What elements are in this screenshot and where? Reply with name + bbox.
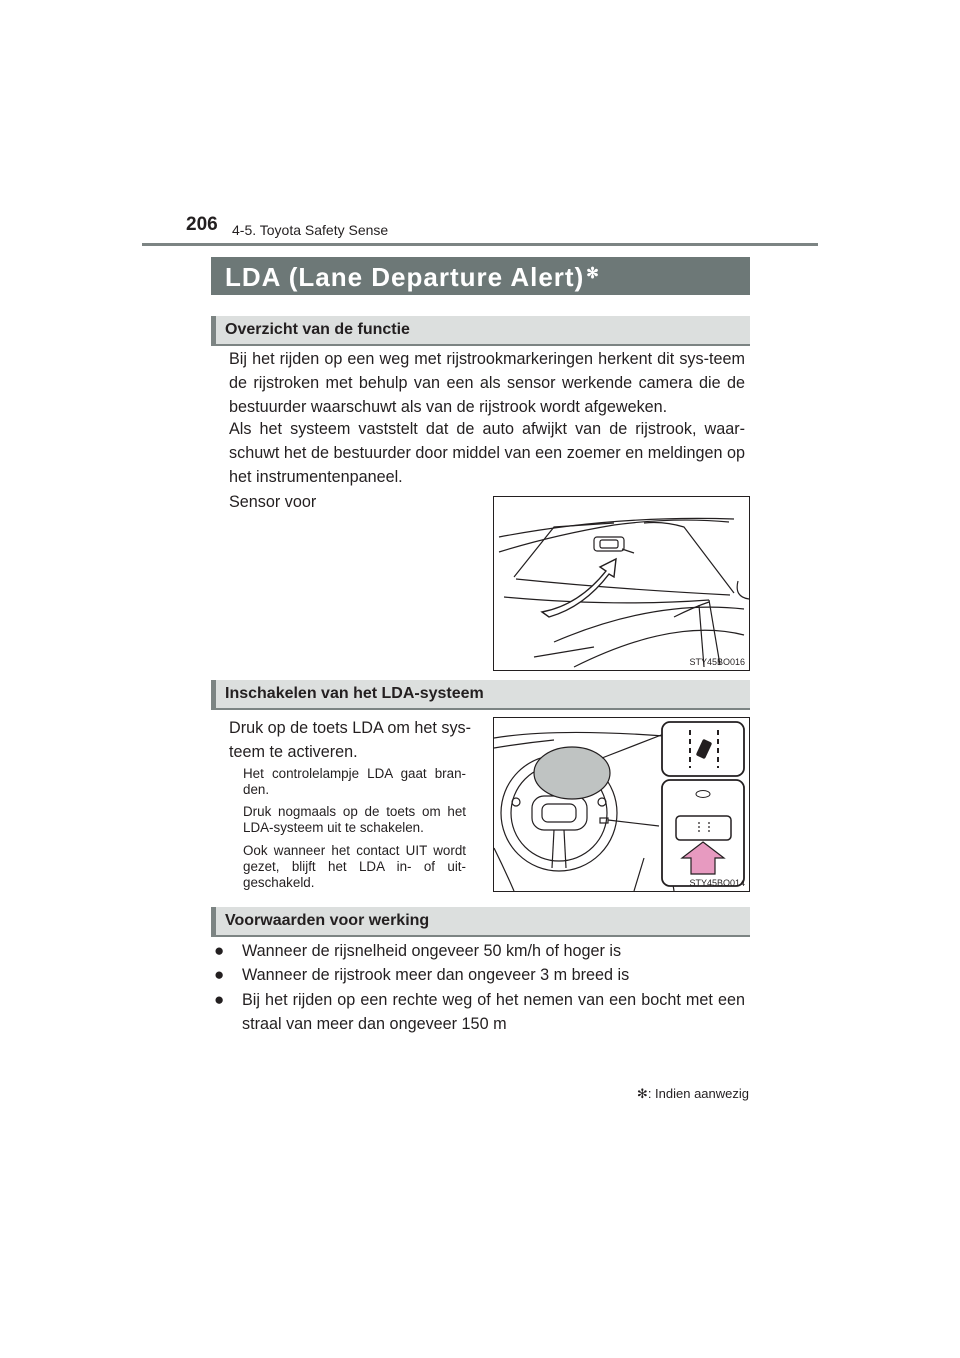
section-heading-overview xyxy=(211,316,750,346)
bullet-icon: ● xyxy=(214,941,225,960)
windshield-illustration xyxy=(494,497,749,670)
sensor-location-figure xyxy=(493,496,750,671)
header-divider xyxy=(142,243,818,246)
optional-equipment-marker: ✻ xyxy=(586,265,600,282)
bullet-icon: ● xyxy=(214,990,225,1009)
section-heading-enable xyxy=(211,680,750,710)
condition-item xyxy=(214,939,745,963)
enable-note-toggle: Druk nogmaals op de toets om het LDA-systeem uit te schakelen. xyxy=(243,804,466,835)
enable-note-persist: Ook wanneer het contact UIT wordt gezet, blijft het LDA in- of uit-geschakeld. xyxy=(243,843,466,890)
overview-paragraph-1: Bij het rijden op een weg met rijstrookmarkeringen herkent dit sys-teem de rijstroken met behulp van een als sensor werkende camera die de bestuurder waarschuwt als van de rijstrook wordt afgeweken. xyxy=(229,350,745,416)
page-title xyxy=(225,262,600,293)
overview-paragraph-2: Als het systeem vaststelt dat de auto afwijkt van de rijstrook, waar-schuwt het de bestuurder door middel van een zoemer en meldingen op het instrumentenpaneel. xyxy=(229,420,745,486)
page-number: 206 xyxy=(186,214,218,235)
footnote xyxy=(637,1086,749,1102)
lda-switch-figure xyxy=(493,717,750,892)
figure-code: STY45BO016 xyxy=(689,657,745,667)
section-heading-conditions-text: Voorwaarden voor werking xyxy=(225,912,430,929)
page-title-bar xyxy=(211,257,750,295)
section-heading-overview-text: Overzicht van de functie xyxy=(225,321,410,338)
bullet-icon: ● xyxy=(214,965,225,984)
condition-text: Bij het rijden op een rechte weg of het nemen van een bocht met een straal van meer dan ongeveer 150 m xyxy=(242,991,745,1033)
condition-text: Wanneer de rijsnelheid ongeveer 50 km/h of hoger is xyxy=(242,942,622,960)
footnote-marker: ✻ xyxy=(636,1086,648,1101)
sensor-label: Sensor voor xyxy=(229,493,317,511)
condition-item xyxy=(214,963,745,987)
page-title-text: LDA (Lane Departure Alert) xyxy=(225,262,585,292)
enable-instruction: Druk op de toets LDA om het sys-teem te activeren. xyxy=(229,719,472,761)
steering-wheel-illustration xyxy=(494,718,749,891)
figure-code: STY45BO014 xyxy=(689,878,745,888)
enable-note-indicator: Het controlelampje LDA gaat bran-den. xyxy=(243,766,466,797)
condition-text: Wanneer de rijstrook meer dan ongeveer 3 m breed is xyxy=(242,966,630,984)
section-heading-conditions xyxy=(211,907,750,937)
footnote-text: : Indien aanwezig xyxy=(647,1086,749,1101)
section-breadcrumb: 4-5. Toyota Safety Sense xyxy=(232,222,389,238)
condition-item xyxy=(214,988,745,1036)
section-heading-enable-text: Inschakelen van het LDA-systeem xyxy=(225,685,484,702)
